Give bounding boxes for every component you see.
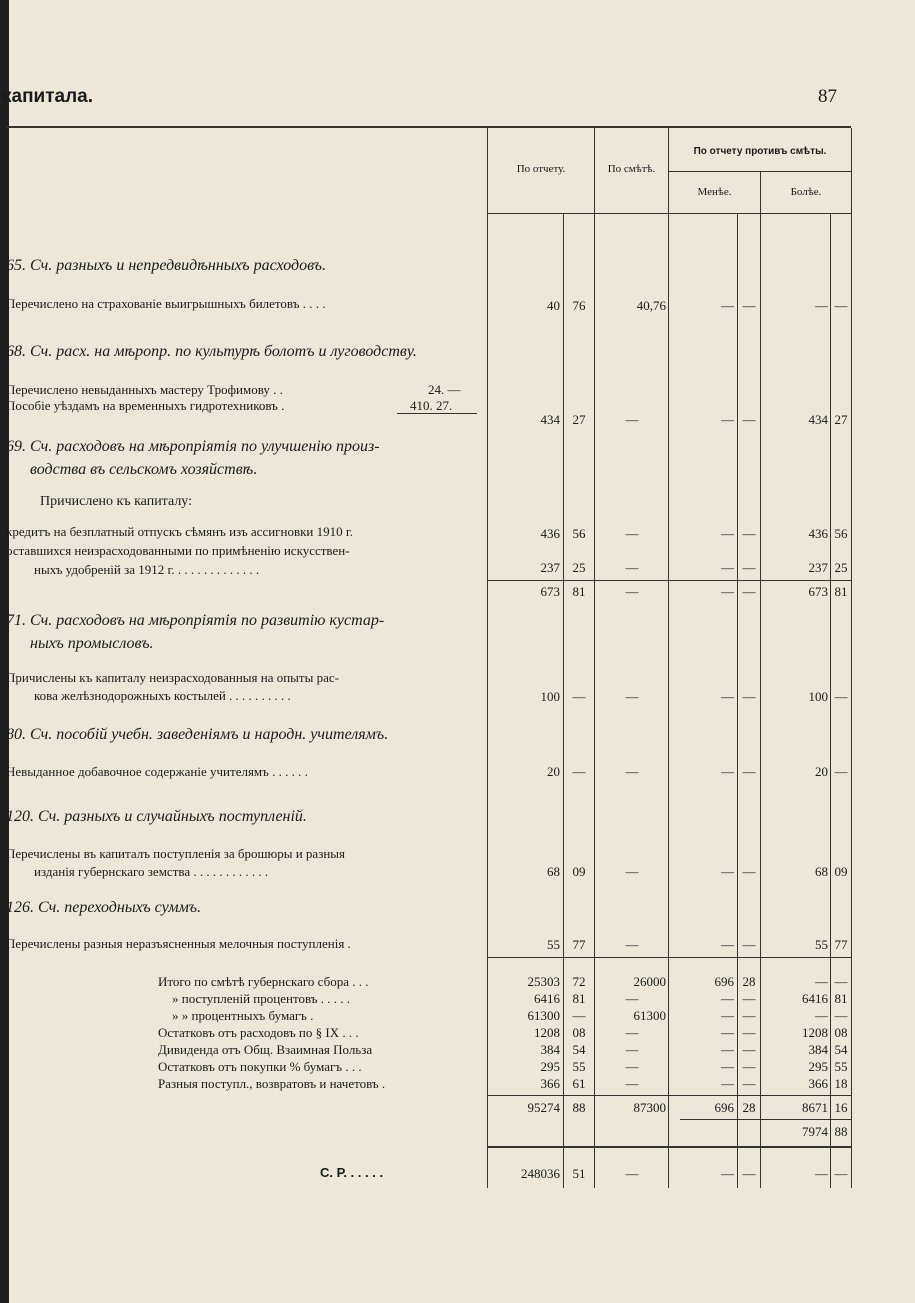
col-vs-header: По отчету противъ смѣты.: [693, 146, 827, 157]
totals-label: » » процентныхъ бумагъ .: [172, 1008, 314, 1023]
section-80-title: 80. Сч. пособій учебн. заведеніямъ и народн. учителямъ.: [6, 726, 389, 743]
rub-report: 384: [540, 1042, 560, 1057]
less-rub: —: [721, 764, 734, 779]
rub-report: 55: [547, 937, 560, 952]
totals-label: Дивиденда отъ Общ. Взаимная Польза: [158, 1042, 373, 1057]
estimate: —: [625, 991, 639, 1006]
less-kop: 28: [742, 974, 756, 989]
section-71-title-1: 71. Сч. расходовъ на мѣропріятія по развитію кустар-: [6, 612, 385, 629]
more-rub: 6416: [802, 991, 828, 1006]
estimate: —: [625, 1076, 639, 1091]
more-kop: 18: [834, 1076, 848, 1091]
more-rub: 434: [808, 412, 828, 427]
col-border-1: [487, 128, 488, 1188]
section-68-sum-rule: [397, 413, 477, 414]
less-kop: —: [742, 1025, 756, 1040]
col-border-4: [760, 171, 761, 1188]
header-bottom-rule: [487, 213, 851, 214]
col-by-estimate-header: По смѣтѣ.: [607, 163, 656, 175]
section-69-title-1: 69. Сч. расходовъ на мѣропріятія по улучшенію произ-: [6, 438, 380, 455]
more-rub: 20: [815, 764, 828, 779]
estimate: —: [625, 1042, 639, 1057]
more-kop: 54: [834, 1042, 848, 1057]
kop-report: 61: [572, 1076, 586, 1091]
less-kop: —: [742, 298, 756, 313]
less-kop: —: [742, 412, 756, 427]
estimate: 87300: [633, 1100, 666, 1115]
less-kop: —: [742, 764, 756, 779]
kop-report: 81: [572, 584, 586, 599]
col-border-3: [668, 128, 669, 1188]
kop-report: 25: [572, 560, 586, 575]
estimate: —: [625, 1166, 639, 1181]
col-border-2: [594, 128, 595, 1188]
section-68-title: 68. Сч. расх. на мѣропр. по культурѣ болотъ и луговодству.: [6, 343, 417, 360]
kop-report: 88: [572, 1100, 586, 1115]
kop-report: 72: [572, 974, 586, 989]
estimate: —: [625, 864, 639, 879]
kop-report: 76: [572, 298, 586, 313]
totals-label: » поступленій процентовъ . . . . .: [172, 991, 350, 1006]
col-less-header: Менѣе.: [697, 186, 732, 198]
col-more-header: Болѣе.: [790, 186, 822, 198]
col-border-5: [851, 128, 852, 1188]
more-rub: 366: [808, 1076, 828, 1091]
rub-report: 366: [540, 1076, 560, 1091]
less-kop: 28: [742, 1100, 756, 1115]
running-header: капитала.: [2, 86, 94, 107]
section-126-title: 126. Сч. переходныхъ суммъ.: [6, 899, 202, 916]
page-spine-shadow: [0, 0, 9, 1303]
rub-report: 237: [540, 560, 560, 575]
less-rub: —: [721, 1166, 734, 1181]
estimate: —: [625, 584, 639, 599]
kop-report: 27: [572, 412, 586, 427]
more-rub: —: [815, 974, 828, 989]
estimate: —: [625, 560, 639, 575]
more-kop: —: [834, 1166, 848, 1181]
more-kop: 88: [834, 1124, 848, 1139]
less-rub: —: [721, 689, 734, 704]
more-rub: 295: [808, 1059, 828, 1074]
estimate: —: [625, 764, 639, 779]
kop-report: 77: [572, 937, 586, 952]
more-kop: —: [834, 974, 848, 989]
top-rule: [6, 126, 851, 128]
more-kop: —: [834, 1008, 848, 1023]
section-120-title: 120. Сч. разныхъ и случайныхъ поступленій.: [6, 808, 307, 825]
rub-report: 434: [540, 412, 560, 427]
less-rub: —: [721, 864, 734, 879]
more-rub: —: [815, 298, 828, 313]
more-kop: 27: [834, 412, 848, 427]
more-kop: 55: [834, 1059, 848, 1074]
sr-label: С. Р. . . . . .: [320, 1165, 384, 1180]
less-kop: —: [742, 1008, 756, 1023]
rub-report: 61300: [527, 1008, 560, 1023]
rub-report: 248036: [521, 1166, 560, 1181]
less-rub: —: [721, 1042, 734, 1057]
less-kop: —: [742, 1059, 756, 1074]
more-rub: 55: [815, 937, 828, 952]
col-by-report-header: По отчету.: [516, 163, 566, 175]
rub-report: 436: [540, 526, 560, 541]
less-kop: —: [742, 1076, 756, 1091]
less-rub: —: [721, 1025, 734, 1040]
less-rub: —: [721, 1059, 734, 1074]
more-rub: —: [815, 1008, 828, 1023]
section-120-line-1: Перечислены въ капиталъ поступленія за брошюры и разныя: [6, 846, 346, 861]
less-kop: —: [742, 526, 756, 541]
section-69-sum-rule: [487, 580, 851, 581]
kop-report: 54: [572, 1042, 586, 1057]
net-rule: [680, 1119, 851, 1120]
estimate: —: [625, 1025, 639, 1040]
more-kop: 08: [834, 1025, 848, 1040]
section-65-line: Перечислено на страхованіе выигрышныхъ билетовъ . . . .: [6, 296, 326, 311]
more-rub: 100: [808, 689, 828, 704]
less-rub: —: [721, 937, 734, 952]
more-rub: 7974: [802, 1124, 828, 1139]
less-kop: —: [742, 864, 756, 879]
less-rub: —: [721, 412, 734, 427]
rub-report: 295: [540, 1059, 560, 1074]
estimate: 26000: [633, 974, 666, 989]
estimate: —: [625, 1059, 639, 1074]
less-kop: —: [742, 937, 756, 952]
more-kop: 25: [834, 560, 848, 575]
rub-report: 673: [540, 584, 560, 599]
less-rub: —: [721, 560, 734, 575]
estimate: 61300: [633, 1008, 666, 1023]
less-rub: 696: [714, 1100, 734, 1115]
totals-label: Остатковъ отъ покупки % бумагъ . . .: [158, 1059, 362, 1074]
section-69-line-3: ныхъ удобреній за 1912 г. . . . . . . . . . . . . .: [34, 562, 260, 577]
less-rub: —: [721, 991, 734, 1006]
more-kop: 81: [834, 991, 848, 1006]
section-68-line-2: Пособіе уѣздамъ на временныхъ гидротехниковъ .: [6, 398, 285, 413]
section-69-line-2: оставшихся неизрасходованными по примѣненію искусствен-: [6, 543, 350, 558]
more-kop: 77: [834, 937, 848, 952]
more-rub: 68: [815, 864, 828, 879]
totals-top-rule: [487, 957, 851, 958]
kop-report: 55: [572, 1059, 586, 1074]
rub-report: 95274: [527, 1100, 560, 1115]
more-rub: —: [815, 1166, 828, 1181]
more-kop: 81: [834, 584, 848, 599]
rub-report: 20: [547, 764, 560, 779]
final-double-rule: [487, 1146, 851, 1148]
section-80-line: Невыданное добавочное содержаніе учителямъ . . . . . .: [6, 764, 308, 779]
section-71-title-2: ныхъ промысловъ.: [30, 635, 154, 652]
less-kop: —: [742, 560, 756, 575]
less-rub: —: [721, 1076, 734, 1091]
less-kop: —: [742, 1042, 756, 1057]
kop-report: 51: [572, 1166, 586, 1181]
less-rub: —: [721, 1008, 734, 1023]
totals-label: Разныя поступл., возвратовъ и начетовъ .: [158, 1076, 386, 1091]
section-69-line-1: кредитъ на безплатный отпускъ сѣмянъ изъ ассигновки 1910 г.: [6, 524, 353, 539]
section-68-amount-1: 24. —: [428, 382, 461, 397]
kop-report: —: [572, 689, 586, 704]
less-kop: —: [742, 991, 756, 1006]
estimate: —: [625, 937, 639, 952]
section-68-line-1: Перечислено невыданныхъ мастеру Трофимову . .: [6, 382, 283, 397]
kop-report: —: [572, 1008, 586, 1023]
more-kop: —: [834, 689, 848, 704]
less-rub: —: [721, 298, 734, 313]
more-rub: 673: [808, 584, 828, 599]
kop-report: 09: [572, 864, 586, 879]
more-kop: —: [834, 298, 848, 313]
section-120-line-2: изданія губернскаго земства . . . . . . . . . . . .: [34, 864, 269, 879]
grand-total-rule: [487, 1095, 851, 1096]
section-65-title: 65. Сч. разныхъ и непредвидѣнныхъ расходовъ.: [6, 257, 327, 274]
less-rub: 696: [714, 974, 734, 989]
more-kop: 09: [834, 864, 848, 879]
section-69-title-2: водства въ сельскомъ хозяйствѣ.: [30, 461, 258, 478]
estimate: —: [625, 689, 639, 704]
rub-report: 25303: [527, 974, 560, 989]
less-rub: —: [721, 526, 734, 541]
less-kop: —: [742, 1166, 756, 1181]
rub-report: 6416: [534, 991, 560, 1006]
page-number: 87: [818, 86, 837, 107]
section-71-line-1: Причислены къ капиталу неизрасходованныя на опыты рас-: [6, 670, 339, 685]
section-69-subheading: Причислено къ капиталу:: [40, 494, 193, 509]
estimate: 40,76: [636, 298, 666, 313]
estimate: —: [625, 412, 639, 427]
totals-label: Остатковъ отъ расходовъ по § IX . . .: [158, 1025, 359, 1040]
section-68-amount-2: 410. 27.: [410, 398, 453, 413]
less-rub: —: [721, 584, 734, 599]
rub-report: 68: [547, 864, 560, 879]
less-kop: —: [742, 689, 756, 704]
more-kop: —: [834, 764, 848, 779]
rub-report: 100: [540, 689, 560, 704]
kop-report: 08: [572, 1025, 586, 1040]
rub-report: 40: [547, 298, 560, 313]
more-rub: 436: [808, 526, 828, 541]
less-kop: —: [742, 584, 756, 599]
more-kop: 56: [834, 526, 848, 541]
kop-report: 56: [572, 526, 586, 541]
section-71-line-2: кова желѣзнодорожныхъ костылей . . . . . . . . . .: [34, 688, 291, 703]
section-126-line: Перечислены разныя неразъясненныя мелочныя поступленія .: [6, 936, 351, 951]
more-kop: 16: [834, 1100, 848, 1115]
kop-report: 81: [572, 991, 586, 1006]
totals-label: Итого по смѣтѣ губернскаго сбора . . .: [158, 974, 369, 989]
more-rub: 8671: [802, 1100, 828, 1115]
more-rub: 384: [808, 1042, 828, 1057]
rub-report: 1208: [534, 1025, 560, 1040]
kop-report: —: [572, 764, 586, 779]
more-rub: 1208: [802, 1025, 828, 1040]
estimate: —: [625, 526, 639, 541]
more-rub: 237: [808, 560, 828, 575]
